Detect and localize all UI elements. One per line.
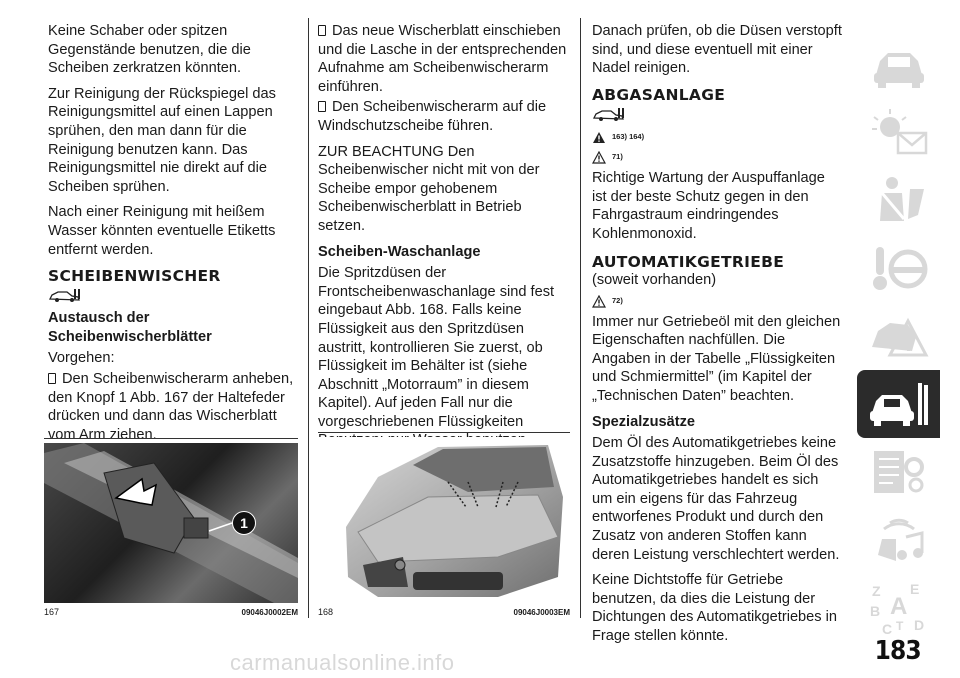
wiper-blade-illustration	[44, 443, 298, 603]
index-letter: B	[869, 603, 880, 619]
multimedia-icon	[868, 515, 930, 565]
tab-emergency[interactable]	[857, 302, 940, 370]
figure-number: 167	[44, 607, 60, 617]
car-maintenance-icon	[868, 379, 930, 429]
caution-triangle-icon	[592, 295, 606, 308]
figure-caption	[44, 605, 298, 619]
text-column-3	[592, 22, 842, 653]
warning-lights-icon	[868, 107, 930, 157]
list-item: Den Scheibenwischerarm auf die Windschutzscheibe führen.	[318, 99, 547, 134]
tab-safety[interactable]	[857, 166, 940, 234]
index-icon	[868, 580, 930, 636]
paragraph: (soweit vorhanden)	[592, 272, 717, 289]
figure-code: 09046J0003EM	[513, 607, 570, 617]
tab-starting-driving[interactable]	[857, 234, 940, 302]
tab-maintenance[interactable]	[857, 370, 940, 438]
paragraph: ZUR BEACHTUNG Den Scheibenwischer nicht mit von der Scheibe empor gehobenem Scheibenwischerblatt in Betrieb setzen.	[318, 143, 540, 234]
sub-heading: Scheiben-Waschanlage	[318, 243, 481, 260]
index-letter: T	[895, 619, 903, 633]
watermark-text: carmanualsonline.info	[230, 650, 455, 675]
bullet-icon	[318, 25, 326, 36]
paragraph: Richtige Wartung der Auspuffanlage ist der beste Schutz gegen in den Fahrgastraum eindringendes Kohlenmonoxid.	[592, 169, 825, 242]
tab-multimedia[interactable]	[857, 506, 940, 574]
sub-heading: Spezialzusätze	[592, 413, 696, 430]
index-letter: Z	[871, 583, 881, 599]
text-column-2	[318, 22, 570, 457]
car-front-graphic	[318, 437, 570, 603]
page-number: 183	[874, 636, 921, 666]
figure-168	[318, 432, 570, 619]
section-heading: AUTOMATIKGETRIEBE	[592, 253, 785, 272]
warning-reference: 163) 164)	[592, 128, 842, 147]
car-washer-nozzles-illustration	[318, 437, 570, 603]
list-item: Das neue Wischerblatt einschieben und die Lasche in der entsprechenden Aufnahme am Scheibenwischerarm einführen.	[318, 23, 567, 95]
caution-reference: 72)	[592, 292, 842, 311]
section-heading: ABGASANLAGE	[592, 85, 726, 104]
paragraph: Keine Dichtstoffe für Getriebe benutzen, da dies die Leistung der Dichtungen des Automatikgetriebes in Frage stellen könnte.	[592, 572, 838, 645]
caution-reference: 71)	[592, 148, 842, 167]
sub-heading: Austausch der Scheibenwischerblätter	[48, 310, 212, 345]
index-letter: E	[909, 581, 919, 597]
key-steering-icon	[868, 243, 930, 293]
column-divider	[308, 18, 309, 618]
car-dashboard-icon	[868, 39, 930, 89]
emergency-icon	[868, 311, 930, 361]
paragraph: Keine Schaber oder spitzen Gegenstände benutzen, die die Scheiben zerkratzen könnten.	[48, 23, 251, 77]
paragraph: Die Spritzdüsen der Frontscheibenwaschanlage sind fest eingebaut Abb. 168. Falls keine Flüssigkeit aus den Spritzdüsen austritt, kontrollieren Sie zuerst, ob Flüssigkeit im Behälter ist (siehe Abschnitt „Motorraum” in diesem Kapitel). Auf jeden Fall nur die vorgeschriebenen Flüssigkeiten	[318, 265, 555, 430]
figure-code: 09046J0002EM	[241, 607, 298, 617]
tab-car-dashboard[interactable]	[857, 30, 940, 98]
paragraph: Dem Öl des Automatikgetriebes keine Zusatzstoffe hinzugeben. Beim Öl des Automatikgetriebes handelt es sich um ein eigens für das Fahrzeug entworfenes Produkt und durch den Zusatz von anderen Stoffen kann deren Leistung verschlechtert werden.	[592, 435, 840, 563]
callout-marker-1: 1	[232, 511, 256, 535]
paragraph: Nach einer Reinigung mit heißem Wasser könnten eventuelle Etiketts entfernt werden.	[48, 204, 276, 258]
wiper-arm-graphic	[44, 443, 298, 603]
paragraph: Immer nur Getriebeöl mit den gleichen Eigenschaften nachfüllen. Die Angaben in der Tabelle „Flüssigkeiten und Schmiermittel” (im Kapitel der „Technischen Daten” beachten.	[592, 313, 841, 404]
index-letter: D	[913, 617, 924, 633]
warning-triangle-icon	[592, 131, 606, 144]
paragraph: Danach prüfen, ob die Düsen verstopft sind, und diese eventuell mit einer Nadel reinigen.	[592, 23, 842, 77]
paragraph: Zur Reinigung der Rückspiegel das Reinigungsmittel auf einen Lappen sprühen, den man dann für die Reinigung benutzen kann. Das Reinigungsmittel nie direkt auf die Scheiben sprühen.	[48, 85, 276, 195]
paragraph: Vorgehen:	[48, 350, 115, 367]
car-service-icon	[592, 106, 626, 122]
technical-data-icon	[868, 447, 930, 497]
figure-caption	[318, 605, 570, 619]
figure-number: 168	[318, 607, 334, 617]
column-divider	[580, 18, 581, 618]
section-heading: SCHEIBENWISCHER	[48, 267, 221, 286]
figure-167	[44, 438, 298, 619]
bullet-icon	[318, 101, 326, 112]
list-item: Den Scheibenwischerarm anheben, den Knopf 1 Abb. 167 der Haltefeder drücken und dann das Wischerblatt vom Arm ziehen.	[48, 370, 294, 443]
tab-index[interactable]	[857, 574, 940, 642]
index-letter: C	[881, 621, 892, 636]
caution-triangle-icon	[592, 151, 606, 164]
tab-warning-lights[interactable]	[857, 98, 940, 166]
car-service-icon	[48, 287, 82, 303]
bullet-icon	[48, 373, 56, 384]
seatbelt-airbag-icon	[868, 175, 930, 225]
text-column-1	[48, 22, 298, 451]
index-letter: A	[889, 593, 907, 620]
tab-technical-data[interactable]	[857, 438, 940, 506]
chapter-sidebar	[857, 30, 940, 642]
